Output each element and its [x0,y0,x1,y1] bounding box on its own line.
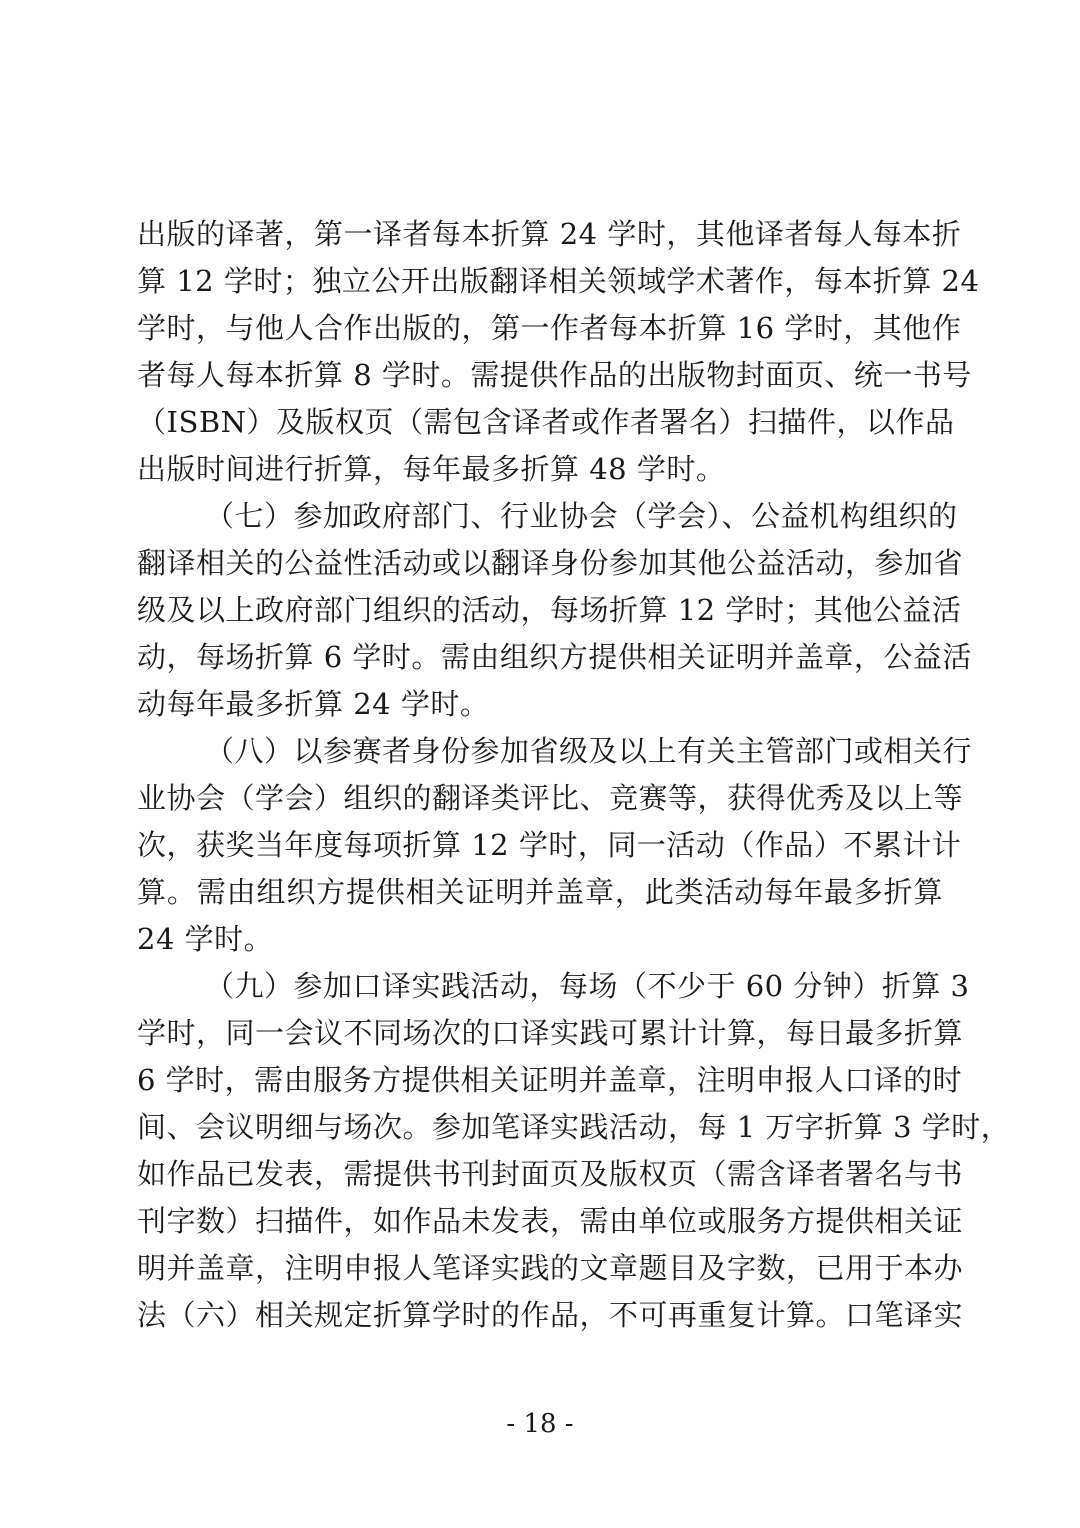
text-line: 翻译相关的公益性活动或以翻译身份参加其他公益活动，参加省 [137,546,964,580]
text-line: 明并盖章，注明申报人笔译实践的文章题目及字数，已用于本办 [137,1251,964,1285]
page-number: - 18 - [506,1409,574,1439]
text-line: 者每人每本折算 8 学时。需提供作品的出版物封面页、统一书号 [137,358,972,392]
text-line: 24 学时。 [137,922,274,956]
text-line: 法（六）相关规定折算学时的作品，不可再重复计算。口笔译实 [137,1298,964,1332]
document-body [137,211,1011,1339]
text-line: 间、会议明细与场次。参加笔译实践活动，每 1 万字折算 3 学时， [137,1110,1011,1144]
text-line: 出版的译著，第一译者每本折算 24 学时，其他译者每人每本折 [137,217,962,251]
text-line: 刊字数）扫描件，如作品未发表，需由单位或服务方提供相关证 [137,1204,964,1238]
text-line: 业协会（学会）组织的翻译类评比、竞赛等，获得优秀及以上等 [137,781,964,815]
text-line: （八）以参赛者身份参加省级及以上有关主管部门或相关行 [205,734,973,768]
text-line: 算 12 学时；独立公开出版翻译相关领域学术著作，每本折算 24 [137,264,980,298]
text-line: 次，获奖当年度每项折算 12 学时，同一活动（作品）不累计计 [137,828,962,862]
text-line: （九）参加口译实践活动，每场（不少于 60 分钟）折算 3 [205,969,970,1003]
paragraph [137,211,980,493]
text-line: （ISBN）及版权页（需包含译者或作者署名）扫描件，以作品 [137,405,955,439]
text-line: 出版时间进行折算，每年最多折算 48 学时。 [137,452,726,486]
text-line: 如作品已发表，需提供书刊封面页及版权页（需含译者署名与书 [137,1157,964,1191]
text-line: 动每年最多折算 24 学时。 [137,687,490,721]
paragraph [137,963,1011,1339]
text-line: （七）参加政府部门、行业协会（学会）、公益机构组织的 [205,499,958,533]
paragraph [137,728,973,963]
text-line: 学时，同一会议不同场次的口译实践可累计计算，每日最多折算 [137,1016,964,1050]
text-line: 动，每场折算 6 学时。需由组织方提供相关证明并盖章，公益活 [137,640,972,674]
text-line: 算。需由组织方提供相关证明并盖章，此类活动每年最多折算 [137,875,943,909]
text-line: 级及以上政府部门组织的活动，每场折算 12 学时；其他公益活 [137,593,962,627]
paragraph [137,493,972,728]
text-line: 6 学时，需由服务方提供相关证明并盖章，注明申报人口译的时 [137,1063,963,1097]
text-line: 学时，与他人合作出版的，第一作者每本折算 16 学时，其他作 [137,311,962,345]
